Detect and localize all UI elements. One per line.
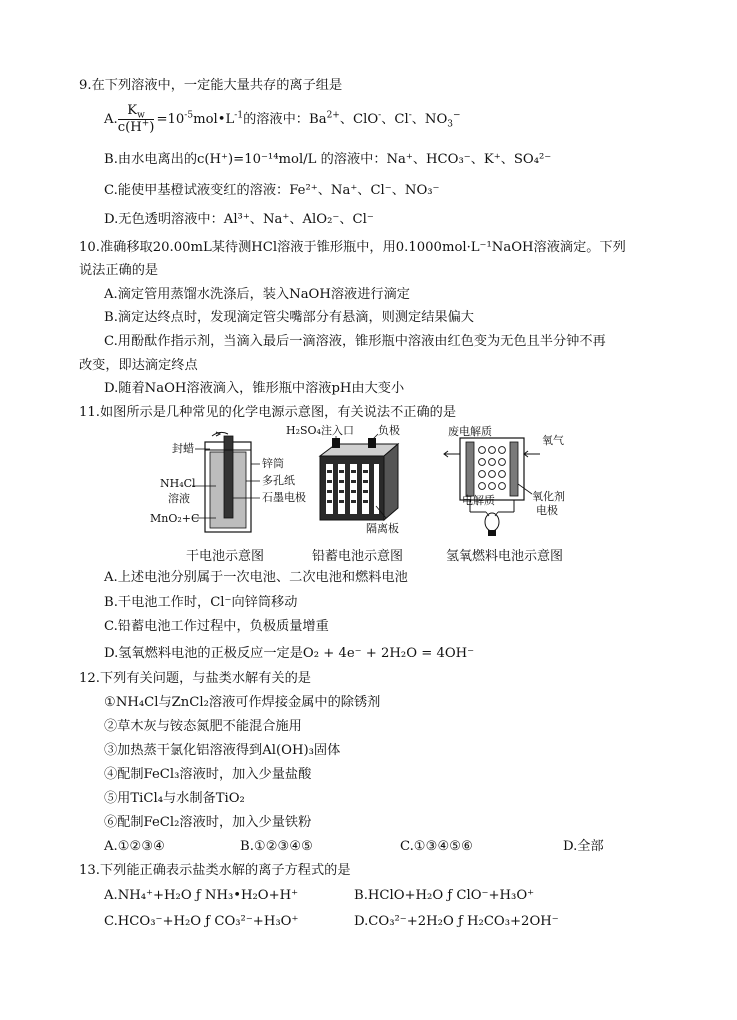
q9-a-clo: 、ClO — [339, 112, 379, 127]
label-solution: 溶液 — [168, 492, 190, 505]
label-separator: 隔离板 — [366, 522, 399, 535]
q9-a-no3: 、NO — [411, 112, 448, 127]
label-oxidizer: 氧化剂 — [532, 490, 565, 503]
q11-option-b: B.干电池工作时，Cl⁻向锌筒移动 — [104, 595, 298, 610]
q9-a-prefix: A. — [104, 112, 118, 127]
q13-option-a: A.NH₄⁺+H₂O ƒ NH₃•H₂O+H⁺ — [104, 888, 299, 903]
q12-option-d: D.全部 — [563, 839, 604, 854]
q9-option-c: C.能使甲基橙试液变红的溶液：Fe²⁺、Na⁺、Cl⁻、NO₃⁻ — [104, 183, 440, 198]
label-zinc-can: 锌筒 — [262, 457, 284, 470]
q12-item-3: ③加热蒸干氯化铝溶液得到Al(OH)₃固体 — [104, 743, 341, 758]
lead-acid-svg — [298, 426, 428, 541]
q9-option-a — [104, 103, 461, 137]
h-sup: + — [141, 118, 150, 129]
q13-stem: 13.下列能正确表示盐类水解的离子方程式的是 — [79, 863, 351, 878]
q10-option-a: A.滴定管用蒸馏水洗涤后，装入NaOH溶液进行滴定 — [104, 287, 410, 302]
label-h2so4-inlet: H₂SO₄注入口 — [286, 424, 354, 437]
fuel-cell-caption: 氢氧燃料电池示意图 — [446, 549, 564, 564]
dry-cell-caption: 干电池示意图 — [186, 549, 265, 564]
label-waste-electrolyte: 废电解质 — [448, 425, 492, 438]
q9-a-unit: mol•L — [193, 112, 235, 127]
q13-option-d: D.CO₃²⁻+2H₂O ƒ H₂CO₃+2OH⁻ — [354, 914, 559, 929]
q13-option-b: B.HClO+H₂O ƒ ClO⁻+H₃O⁺ — [354, 888, 535, 903]
q12-stem: 12.下列有关问题，与盐类水解有关的是 — [79, 671, 311, 686]
kw-sub: w — [137, 110, 145, 121]
no3-sup: − — [453, 110, 461, 121]
label-graphite-electrode: 石墨电极 — [262, 491, 306, 504]
q9-a-text: 的溶液中：Ba — [243, 112, 327, 127]
q10-option-d: D.随着NaOH溶液滴入，锥形瓶中溶液pH由大变小 — [104, 381, 405, 396]
q12-item-1: ①NH₄Cl与ZnCl₂溶液可作焊接金属中的除锈剂 — [104, 695, 381, 710]
q12-option-c: C.①③④⑤⑥ — [400, 839, 473, 854]
no3-sub: 3 — [447, 119, 454, 130]
q10-option-c-line1: C.用酚酞作指示剂，当滴入最后一滴溶液，锥形瓶中溶液由红色变为无色且半分钟不再 — [104, 334, 606, 349]
q12-item-2: ②草木灰与铵态氮肥不能混合施用 — [104, 719, 302, 734]
dry-cell-diagram — [150, 428, 306, 543]
q9-a-eq: =10 — [156, 112, 185, 127]
ba-sup: 2+ — [326, 110, 340, 121]
kw-denominator: c(H — [117, 120, 142, 135]
q9-option-d: D.无色透明溶液中：Al³⁺、Na⁺、AlO₂⁻、Cl⁻ — [104, 212, 374, 227]
fuel-cell-diagram — [436, 424, 586, 542]
label-oxygen: 氧气 — [542, 434, 564, 447]
label-nh4cl: NH₄Cl — [160, 477, 196, 490]
q12-option-a: A.①②③④ — [104, 839, 166, 854]
q10-option-b: B.滴定达终点时，发现滴定管尖嘴部分有悬滴，则测定结果偏大 — [104, 310, 474, 325]
q9-option-b: B.由水电离出的c(H⁺)=10⁻¹⁴mol/L 的溶液中：Na⁺、HCO₃⁻、K⁺、SO₄²⁻ — [104, 152, 552, 167]
label-negative-electrode: 负极 — [378, 424, 400, 437]
lead-acid-caption: 铅蓄电池示意图 — [312, 549, 404, 564]
q11-option-c: C.铅蓄电池工作过程中，负极质量增重 — [104, 619, 329, 634]
q11-option-a: A.上述电池分别属于一次电池、二次电池和燃料电池 — [104, 570, 408, 585]
q9-a-cl: 、Cl — [381, 112, 409, 127]
label-electrolyte: 电解质 — [462, 494, 495, 507]
label-mno2: MnO₂+C — [150, 512, 200, 525]
q9-stem: 9.在下列溶液中，一定能大量共存的离子组是 — [79, 78, 343, 93]
q12-item-6: ⑥配制FeCl₂溶液时，加入少量铁粉 — [104, 815, 312, 830]
q9-a-unit-exp: -1 — [234, 110, 244, 121]
q10-option-c-line2: 改变，即达滴定终点 — [79, 358, 198, 373]
kw-den-close: ) — [149, 120, 155, 135]
label-porous-paper: 多孔纸 — [262, 474, 295, 487]
lead-acid-battery-diagram — [286, 424, 428, 541]
q13-option-c: C.HCO₃⁻+H₂O ƒ CO₃²⁻+H₃O⁺ — [104, 914, 299, 929]
kw-fraction — [118, 103, 155, 136]
q10-stem-line2: 说法正确的是 — [79, 263, 159, 278]
label-seal-wax: 封蜡 — [172, 442, 194, 455]
label-electrode: 电极 — [536, 504, 558, 517]
q9-a-exp: -5 — [184, 110, 194, 121]
q11-option-d: D.氢氧燃料电池的正极反应一定是O₂ + 4e⁻ + 2H₂O = 4OH⁻ — [104, 646, 475, 661]
q12-item-4: ④配制FeCl₃溶液时，加入少量盐酸 — [104, 767, 312, 782]
q10-stem-line1: 10.准确移取20.00mL某待测HCl溶液于锥形瓶中，用0.1000mol·L⁻¹NaOH溶液滴定。下列 — [79, 240, 626, 255]
q11-stem: 11.如图所示是几种常见的化学电源示意图，有关说法不正确的是 — [79, 405, 457, 420]
kw-numerator: K — [127, 103, 138, 118]
clo-sup: - — [378, 110, 382, 121]
cl-sup: - — [408, 110, 412, 121]
q12-item-5: ⑤用TiCl₄与水制备TiO₂ — [104, 791, 245, 806]
q12-option-b: B.①②③④⑤ — [240, 839, 313, 854]
